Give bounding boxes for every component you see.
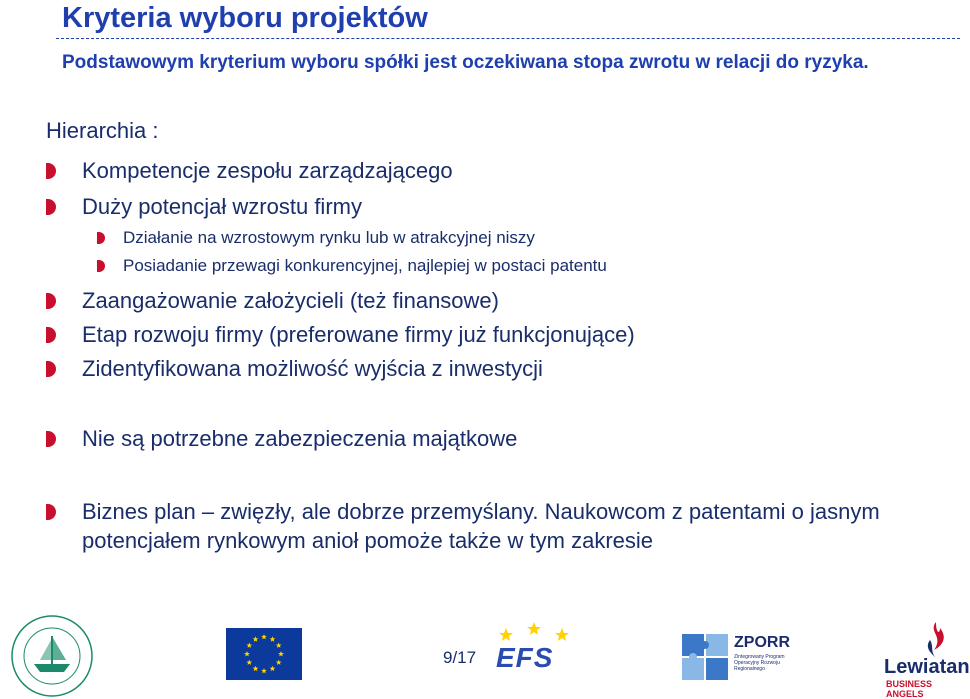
list-item <box>46 320 635 349</box>
hierarchy-label: Hierarchia : <box>46 118 159 143</box>
bullet-icon <box>46 327 56 343</box>
list-item-text: Zaangażowanie założycieli (też finansowe) <box>82 288 499 313</box>
zporr-title: ZPORR <box>734 634 790 651</box>
list-item-text: Zidentyfikowana możliwość wyjścia z inwestycji <box>82 356 543 381</box>
bullet-icon <box>46 199 56 215</box>
list-subitem-text: Działanie na wzrostowym rynku lub w atrakcyjnej niszy <box>123 228 535 247</box>
eu-flag-icon <box>226 628 302 680</box>
list-item <box>46 424 517 453</box>
list-subitem-text: Posiadanie przewagi konkurencyjnej, najlepiej w postaci patentu <box>123 256 607 275</box>
list-item-text: Nie są potrzebne zabezpieczenia majątkowe <box>82 426 518 451</box>
list-item <box>46 497 926 555</box>
bullet-icon <box>97 260 105 272</box>
zporr-subtitle: Zintegrowany Program Operacyjny Rozwoju Regionalnego <box>734 654 785 672</box>
title-divider <box>56 38 960 39</box>
list-subitem <box>97 226 535 250</box>
page-number: 9/17 <box>443 648 477 667</box>
list-item-text: Etap rozwoju firmy (preferowane firmy już funkcjonujące) <box>82 322 635 347</box>
list-item <box>46 192 362 221</box>
bullet-icon <box>46 431 56 447</box>
lewiatan-flame-icon <box>918 620 954 660</box>
bullet-icon <box>46 163 56 179</box>
list-item-text: Biznes plan – zwięzły, ale dobrze przemyślany. Naukowcom z patentami o jasnym potencjałem rynkowym anioł pomoże także w tym zakresie <box>82 499 880 553</box>
slide-subtitle: Podstawowym kryterium wyboru spółki jest oczekiwana stopa zwrotu w relacji do ryzyka. <box>62 52 869 73</box>
efs-logo-text: EFS <box>496 642 554 673</box>
lewiatan-tagline: BUSINESS ANGELS <box>886 679 933 699</box>
list-item <box>46 354 543 383</box>
bullet-icon <box>46 504 56 520</box>
lewiatan-name: Lewiatan <box>884 656 970 678</box>
list-subitem <box>97 254 607 278</box>
list-item-text: Kompetencje zespołu zarządzającego <box>82 158 453 183</box>
list-item <box>46 286 499 315</box>
bullet-icon <box>97 232 105 244</box>
zporr-puzzle-icon <box>680 632 730 682</box>
sgh-seal-logo <box>6 610 98 694</box>
slide-title: Kryteria wyboru projektów <box>62 2 428 34</box>
list-item-text: Duży potencjał wzrostu firmy <box>82 194 362 219</box>
bullet-icon <box>46 361 56 377</box>
bullet-icon <box>46 293 56 309</box>
list-item <box>46 156 453 185</box>
